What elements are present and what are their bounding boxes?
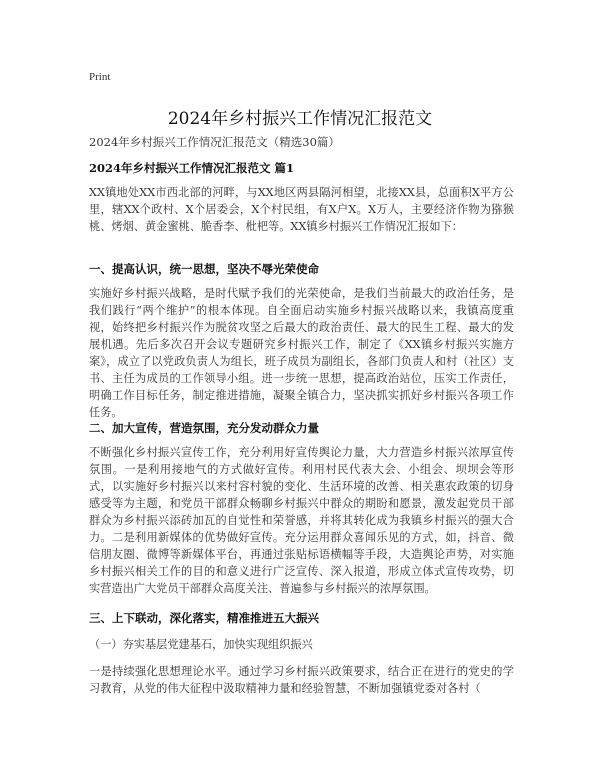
intro-paragraph: XX镇地处XX市西北部的河畔，与XX地区两县隔河相望，北接XX县，总面积X平方公里，辖XX个政村、X个居委会，X个村民组，有X户X。X万人，主要经济作物为猕猴桃、烤烟、黄金蜜桃、脆香李、枇杷等。XX镇乡村振兴工作情况汇报如下：	[89, 186, 514, 233]
section-3-subheading: （一）夯实基层党建基石，加快实现组织振兴	[89, 638, 313, 651]
document-title: 2024年乡村振兴工作情况汇报范文	[167, 109, 433, 129]
section-3-heading: 三、上下联动，深化落实，精准推进五大振兴	[89, 611, 319, 625]
section-3-paragraph: 一是持续强化思想理论水平。通过学习乡村振兴政策要求，结合正在进行的党史的学习教育，从党的伟大征程中汲取精神力量和经验智慧，不断加强镇党委对各村（	[89, 665, 514, 695]
article-heading: 2024年乡村振兴工作情况汇报范文 篇1	[89, 161, 295, 175]
section-2-paragraph: 不断强化乡村振兴宣传工作，充分利用好宣传舆论力量，大力营造乡村振兴浓厚宣传氛围。一是利用接地气的方式做好宣传。利用村民代表大会、小组会、坝坝会等形式，以实施好乡村振兴以来村容村貌的变化、生活环境的改善、相关惠农政策的切身感受等为主题，和党员干部群众畅聊乡村振兴中群众的期盼和愿景，激发起党员干部群众为乡村振兴添砖加瓦的自觉性和荣誉感，并将其转化成为我镇乡村振兴的强大合力。二是利用新媒体的优势做好宣传。充分运用群众喜闻乐见的方式，如，抖音、微信朋友圈、微博等新媒体平台，再通过张贴标语横幅等手段，大造舆论声势，对实施乡村振兴相关工作的目的和意义进行广泛宣传、深入报道，形成立体式宣传攻势，切实营造出广大党员干部群众高度关注、普遍参与乡村振兴的浓厚氛围。	[89, 446, 514, 595]
print-label[interactable]: Print	[89, 71, 111, 83]
document-subtitle: 2024年乡村振兴工作情况汇报范文（精选30篇）	[89, 135, 340, 149]
section-2-heading: 二、加大宣传，营造氛围，充分发动群众力量	[89, 421, 319, 435]
section-1-heading: 一、提高认识，统一思想，坚决不辱光荣使命	[89, 262, 319, 276]
section-1-paragraph: 实施好乡村振兴战略，是时代赋予我们的光荣使命，是我们当前最大的政治任务，是我们践行“两个维护”的根本体现。自全面启动实施乡村振兴战略以来，我镇高度重视，始终把乡村振兴作为脱贫攻坚之后最大的政治责任、最大的民生工程、最大的发展机遇。先后多次召开会议专题研究乡村振兴工作，制定了《XX镇乡村振兴实施方案》，成立了以党政负责人为组长，班子成员为副组长，各部门负责人和村（社区）支书、主任为成员的工作领导小组。进一步统一思想，提高政治站位，压实工作责任，明确工作目标任务，制定推进措施，凝聚全镇合力，坚决抓实抓好乡村振兴各项工作任务。	[89, 287, 514, 419]
